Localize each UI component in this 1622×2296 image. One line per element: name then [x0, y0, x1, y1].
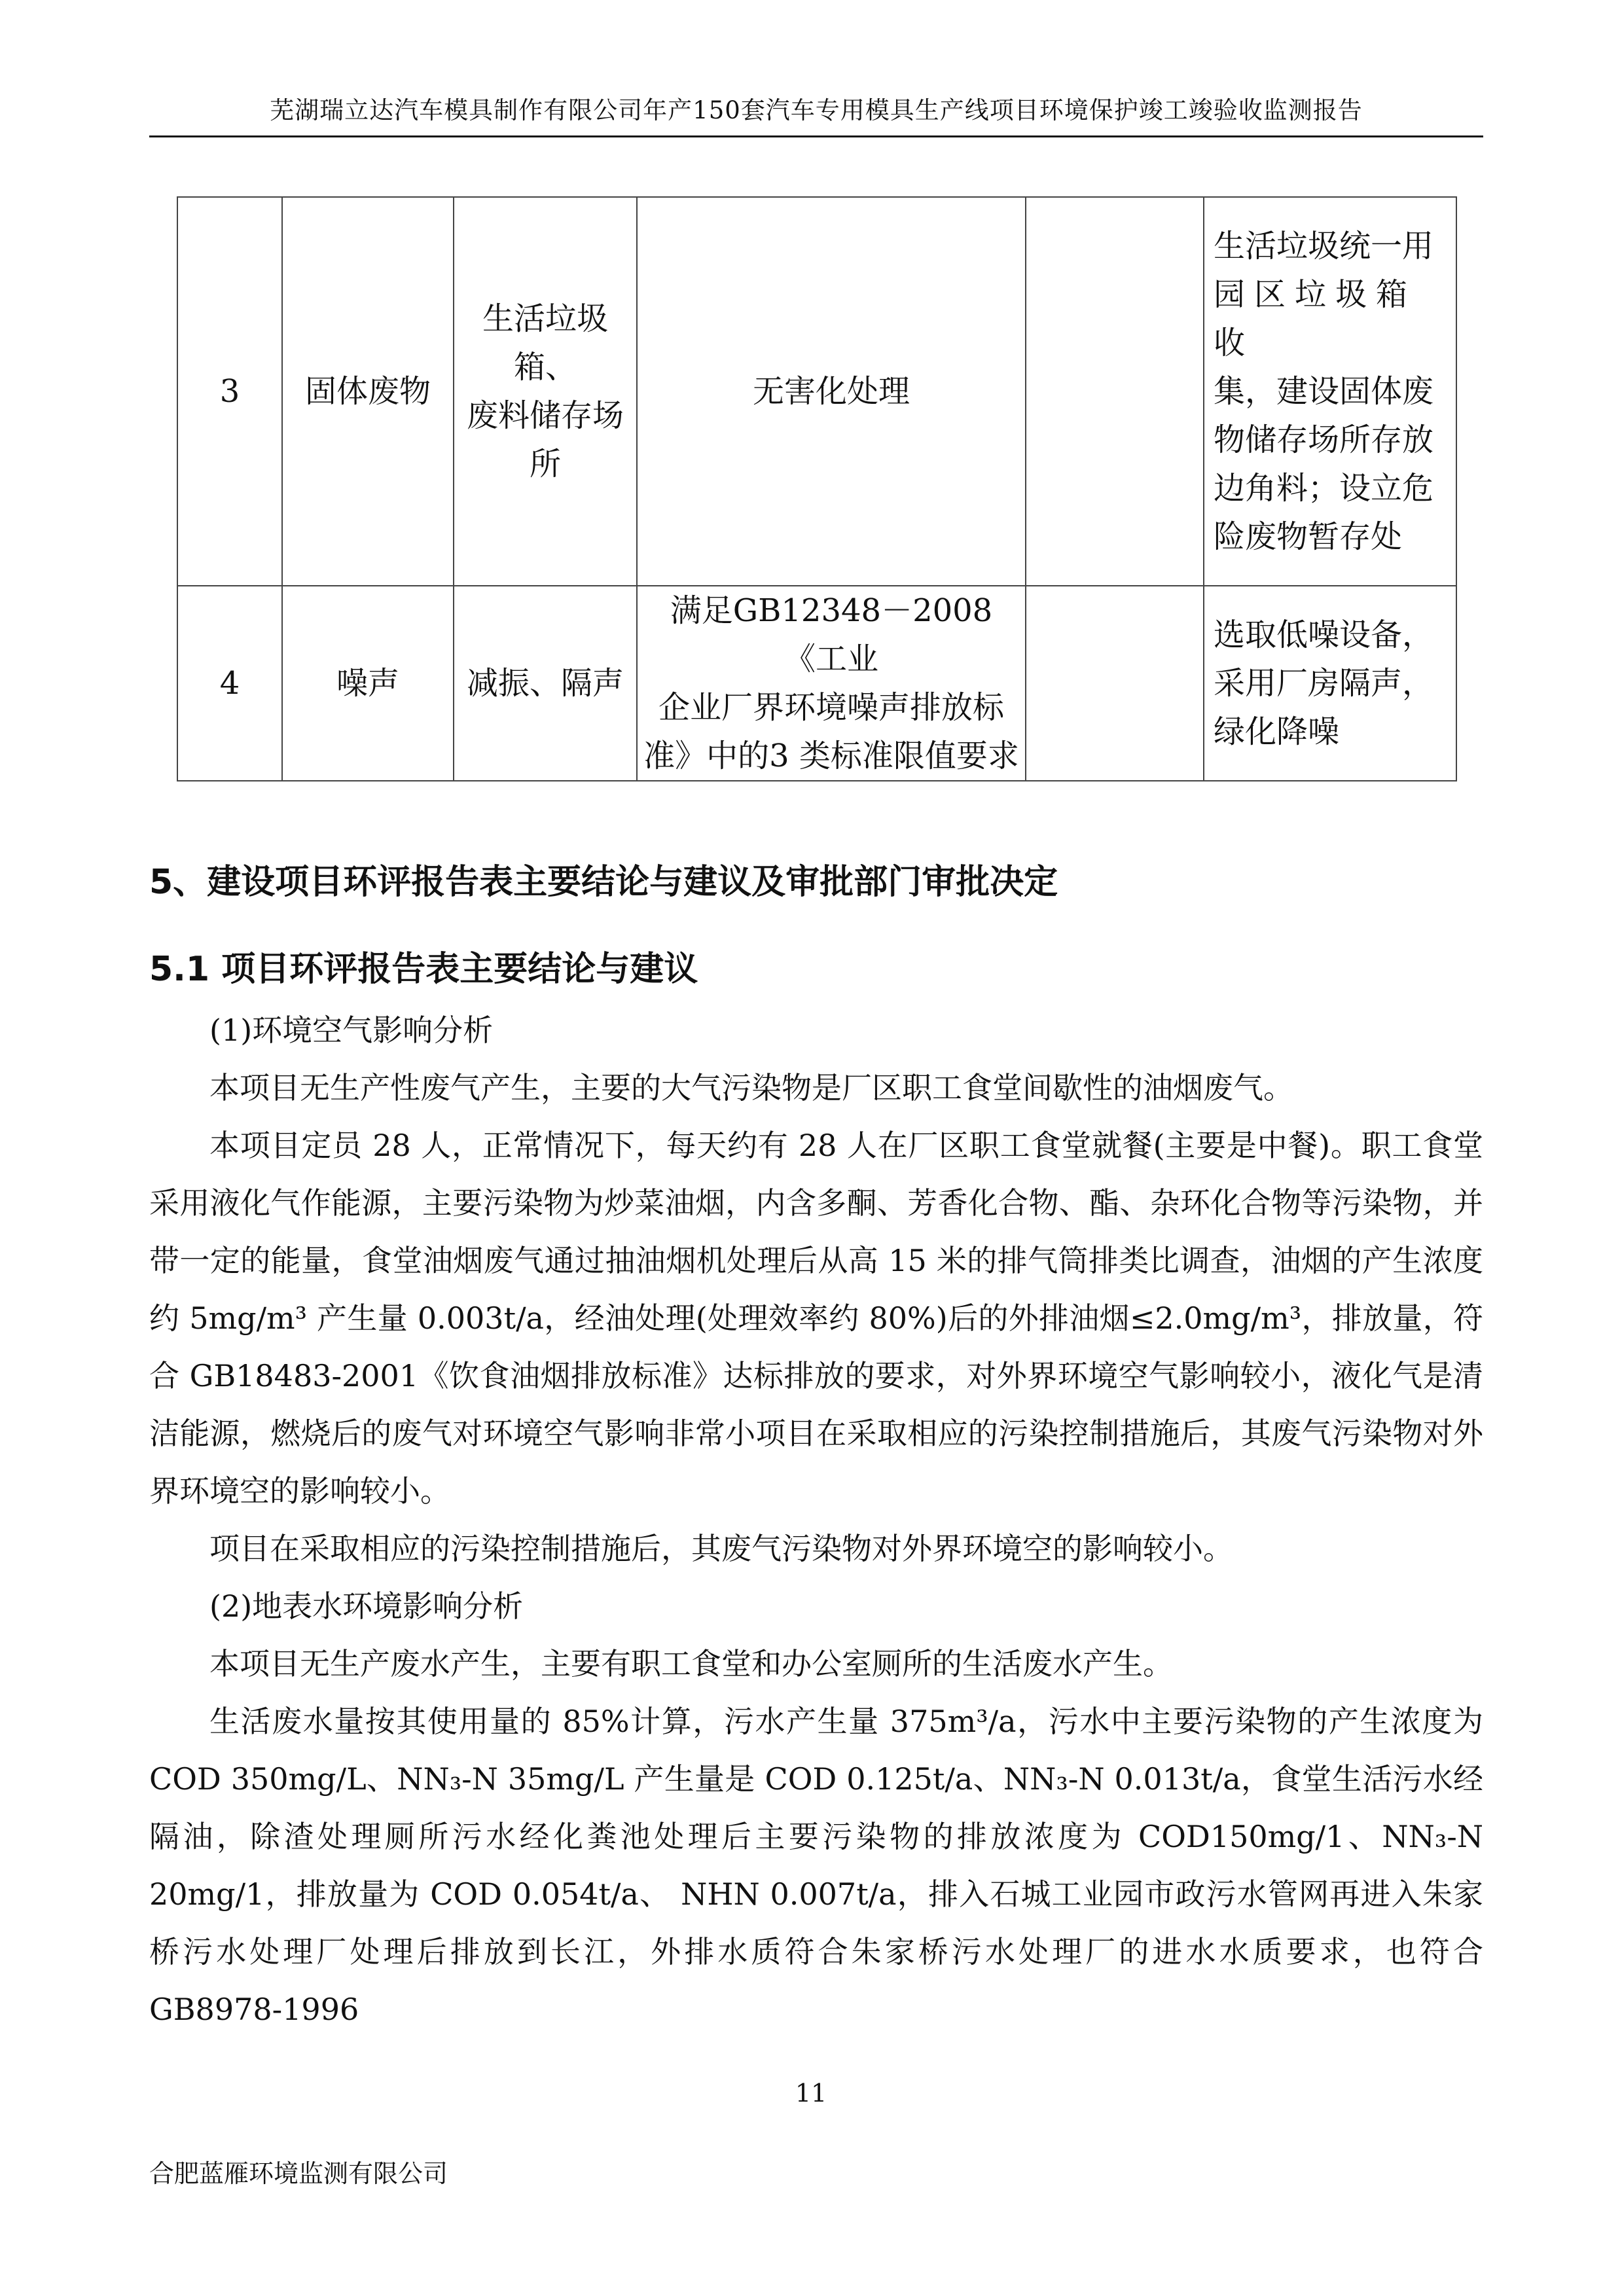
- facility-cell: [454, 586, 637, 781]
- paragraph: 本项目无生产废水产生，主要有职工食堂和办公室厕所的生活废水产生。: [209, 1646, 1173, 1681]
- header-rule: [149, 135, 1483, 137]
- cell-line: 边角料；设立危: [1214, 470, 1434, 507]
- cell-line: 满足GB12348－2008《工业: [670, 592, 993, 677]
- cell-line: 无害化处理: [752, 373, 910, 410]
- empty-cell: [1026, 197, 1204, 586]
- remark-cell: [1204, 197, 1456, 586]
- paragraph: 本项目无生产性废气产生，主要的大气污染物是厂区职工食堂间歇性的油烟废气。: [209, 1070, 1293, 1105]
- page-header: 芜湖瑞立达汽车模具制作有限公司年产150套汽车专用模具生产线项目环境保护竣工竣验收监测报告: [270, 96, 1363, 124]
- paragraph: (2)地表水环境影响分析: [209, 1588, 524, 1624]
- remark-cell: [1204, 586, 1456, 781]
- paragraph: 项目在采取相应的污染控制措施后，其废气污染物对外界环境空的影响较小。: [209, 1531, 1233, 1566]
- cell-line: 物储存场所存放: [1214, 422, 1434, 458]
- cell-line: 集，建设固体废: [1214, 373, 1434, 410]
- table-row: [177, 586, 1456, 781]
- subsection-heading: 5.1 项目环评报告表主要结论与建议: [149, 950, 698, 989]
- cell-line: 生活垃圾: [482, 300, 608, 337]
- cell-line: 绿化降噪: [1214, 713, 1340, 750]
- cell-line: 采用厂房隔声，: [1214, 665, 1434, 702]
- standard-cell: [637, 197, 1026, 586]
- cell-line: 废料储存场: [466, 397, 624, 434]
- standard-cell: [637, 586, 1026, 781]
- section-heading: 5、建设项目环评报告表主要结论与建议及审批部门审批决定: [149, 863, 1058, 902]
- page-footer: 合肥蓝雁环境监测有限公司: [149, 2159, 448, 2188]
- pollutant-type: 噪声: [282, 586, 454, 781]
- cell-line: 减振、隔声: [466, 665, 624, 702]
- table-row: [177, 197, 1456, 586]
- pollutant-type: 固体废物: [282, 197, 454, 586]
- row-number: 4: [177, 586, 282, 781]
- paragraph: 生活废水量按其使用量的 85%计算，污水产生量 375m³/a，污水中主要污染物的产生浓度为 COD 350mg/L、NN₃-N 35mg/L 产生量是 COD 0.125t/a、NN₃-N 0.013t/a，食堂生活污水经隔油，除渣处理厕所污水经化粪池处理后主要污染物的排放浓度为 COD150mg/1、NN₃-N 20mg/1，排放量为 COD 0.054t/a、 NHN 0.007t/a，排入石城工业园市政污水管网再进入朱家桥污水处理厂处理后排放到长江，外排水质符合朱家桥污水处理厂的进水水质要求，也符合 GB8978-1996: [149, 1704, 1483, 2027]
- cell-line: 企业厂界环境噪声排放标: [658, 689, 1004, 726]
- cell-line: 箱、: [513, 349, 577, 386]
- body-text: [149, 1001, 1483, 2038]
- cell-line: 园区垃圾箱收: [1214, 276, 1417, 361]
- row-number: 3: [177, 197, 282, 586]
- empty-cell: [1026, 586, 1204, 781]
- cell-line: 生活垃圾统一用: [1214, 228, 1434, 264]
- cell-line: 准》中的3 类标准限值要求: [643, 738, 1019, 774]
- cell-line: 所: [529, 446, 561, 482]
- measures-table: [177, 196, 1457, 781]
- cell-line: 险废物暂存处: [1214, 518, 1403, 555]
- facility-cell: [454, 197, 637, 586]
- paragraph: (1)环境空气影响分析: [209, 1013, 494, 1048]
- page-number: 11: [795, 2079, 827, 2108]
- cell-line: 选取低噪设备，: [1214, 617, 1434, 653]
- paragraph: 本项目定员 28 人，正常情况下，每天约有 28 人在厂区职工食堂就餐(主要是中餐)。职工食堂采用液化气作能源，主要污染物为炒菜油烟，内含多酮、芳香化合物、酯、杂环化合物等污染物，并带一定的能量，食堂油烟废气通过抽油烟机处理后从高 15 米的排气筒排类比调查，油烟的产生浓度约 5mg/m³ 产生量 0.003t/a，经油处理(处理效率约 80%)后的外排油烟≤2.0mg/m³，排放量，符合 GB18483-2001《饮食油烟排放标准》达标排放的要求，对外界环境空气影响较小，液化气是清洁能源，燃烧后的废气对环境空气影响非常小项目在采取相应的污染控制措施后，其废气污染物对外界环境空的影响较小。: [149, 1128, 1483, 1509]
